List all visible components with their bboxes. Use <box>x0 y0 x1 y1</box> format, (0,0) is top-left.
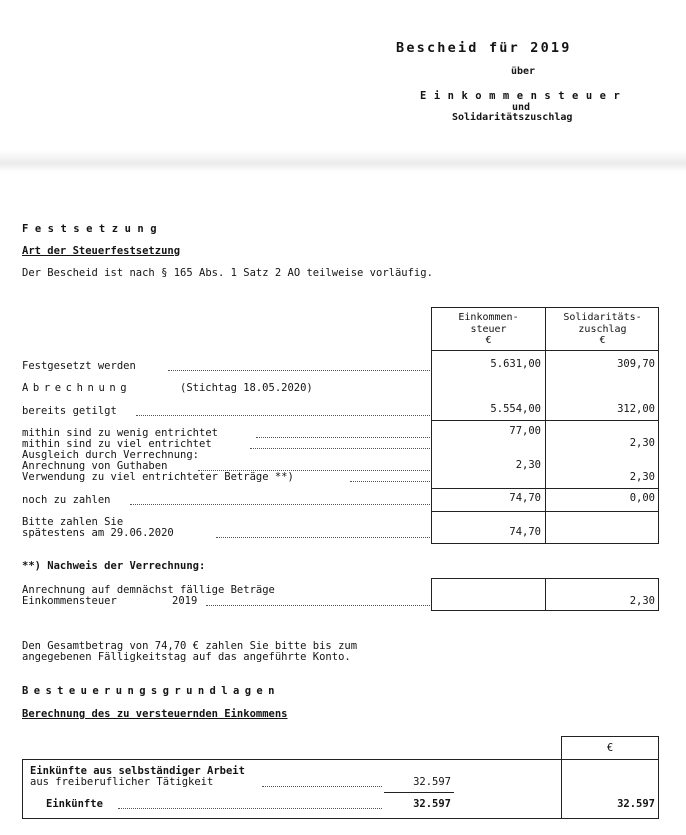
art-heading: Art der Steuerfestsetzung <box>22 245 181 257</box>
sum-line <box>384 792 454 793</box>
row-abrechnung-stichtag: (Stichtag 18.05.2020) <box>180 382 313 394</box>
row-abrechnung-label: Abrechnung <box>22 382 132 394</box>
selb-line-1: Einkünfte aus selbständiger Arbeit <box>30 765 245 777</box>
einkuenfte-value: 32.597 <box>413 798 451 810</box>
row-getilgt-label: bereits getilgt <box>22 405 117 417</box>
euro-header: € <box>606 742 614 754</box>
leader-dots <box>256 437 430 438</box>
gesamt-line-2: angegebenen Fälligkeitstag auf das angeführte Konto. <box>22 651 351 663</box>
gesamt-line-1: Den Gesamtbetrag von 74,70 € zahlen Sie bitte bis zum <box>22 640 358 652</box>
row-zu-viel-soli: 2,30 <box>629 437 655 449</box>
selb-value: 32.597 <box>413 776 451 788</box>
header-soli: Solidaritätszuschlag <box>452 112 573 123</box>
leader-dots <box>262 786 382 787</box>
nachweis-line-1: Anrechnung auf demnächst fällige Beträge <box>22 584 275 596</box>
nachweis-line-2-label: Einkommensteuer <box>22 595 117 607</box>
berechnung-heading: Berechnung des zu versteuernden Einkommens <box>22 708 288 720</box>
col-header-est-2: steuer <box>470 324 507 335</box>
selb-line-2: aus freiberuflicher Tätigkeit <box>30 776 214 788</box>
row-zu-wenig-label: mithin sind zu wenig entrichtet <box>22 427 218 439</box>
nachweis-heading: **) Nachweis der Verrechnung: <box>22 560 206 572</box>
col-header-soli-2: zuschlag <box>578 324 627 335</box>
row-verwendung-soli: 2,30 <box>629 471 655 483</box>
leader-dots <box>136 415 430 416</box>
row-noch-est: 74,70 <box>509 492 541 504</box>
leader-dots <box>350 481 430 482</box>
row-festgesetzt-soli: 309,70 <box>617 358 655 370</box>
vorlaeufig-note: Der Bescheid ist nach § 165 Abs. 1 Satz 2 AO teilweise vorläufig. <box>22 267 433 279</box>
leader-dots <box>130 504 430 505</box>
section-grundlagen: Besteuerungsgrundlagen <box>22 685 280 697</box>
nachweis-soli: 2,30 <box>629 595 655 607</box>
row-bitte-label-2: spätestens am 29.06.2020 <box>22 527 174 539</box>
row-bitte-est: 74,70 <box>509 526 541 538</box>
row-zu-wenig-est: 77,00 <box>509 425 541 437</box>
einkuenfte-divider <box>561 759 562 819</box>
header-tax: Einkommensteuer <box>420 90 628 102</box>
row-zu-viel-label: mithin sind zu viel entrichtet <box>22 438 212 450</box>
row-getilgt-est: 5.554,00 <box>490 403 541 415</box>
page-title: Bescheid für 2019 <box>396 40 572 56</box>
tax-table-line <box>431 511 659 512</box>
nachweis-line-2-year: 2019 <box>172 595 198 607</box>
scan-shadow <box>0 150 686 172</box>
section-festsetzung: Festsetzung <box>22 223 164 235</box>
leader-dots <box>250 448 430 449</box>
leader-dots <box>118 808 382 809</box>
col-header-est-3: € <box>485 335 492 346</box>
row-festgesetzt-est: 5.631,00 <box>490 358 541 370</box>
row-festgesetzt-label: Festgesetzt werden <box>22 360 136 372</box>
row-getilgt-soli: 312,00 <box>617 403 655 415</box>
header-und: und <box>512 102 531 113</box>
einkuenfte-label: Einkünfte <box>46 798 103 810</box>
einkuenfte-total: 32.597 <box>617 798 655 810</box>
tax-table-line <box>431 420 659 421</box>
leader-dots <box>216 537 430 538</box>
header-uber: über <box>511 66 536 77</box>
row-anrechnung-est: 2,30 <box>515 459 541 471</box>
row-bitte-label-1: Bitte zahlen Sie <box>22 516 124 528</box>
leader-dots <box>168 370 430 371</box>
row-noch-soli: 0,00 <box>629 492 655 504</box>
row-verwendung-label: Verwendung zu viel entrichteter Beträge **) <box>22 471 294 483</box>
tax-table-line <box>431 488 659 489</box>
row-noch-label: noch zu zahlen <box>22 494 111 506</box>
row-anrechnung-label: Anrechnung von Guthaben <box>22 460 168 472</box>
tax-table-header-line <box>431 350 659 351</box>
row-ausgleich-label: Ausgleich durch Verrechnung: <box>22 449 200 461</box>
col-header-soli-1: Solidaritäts- <box>563 312 642 323</box>
leader-dots <box>206 605 430 606</box>
col-header-est-1: Einkommen- <box>458 312 519 323</box>
col-header-soli-3: € <box>599 335 606 346</box>
